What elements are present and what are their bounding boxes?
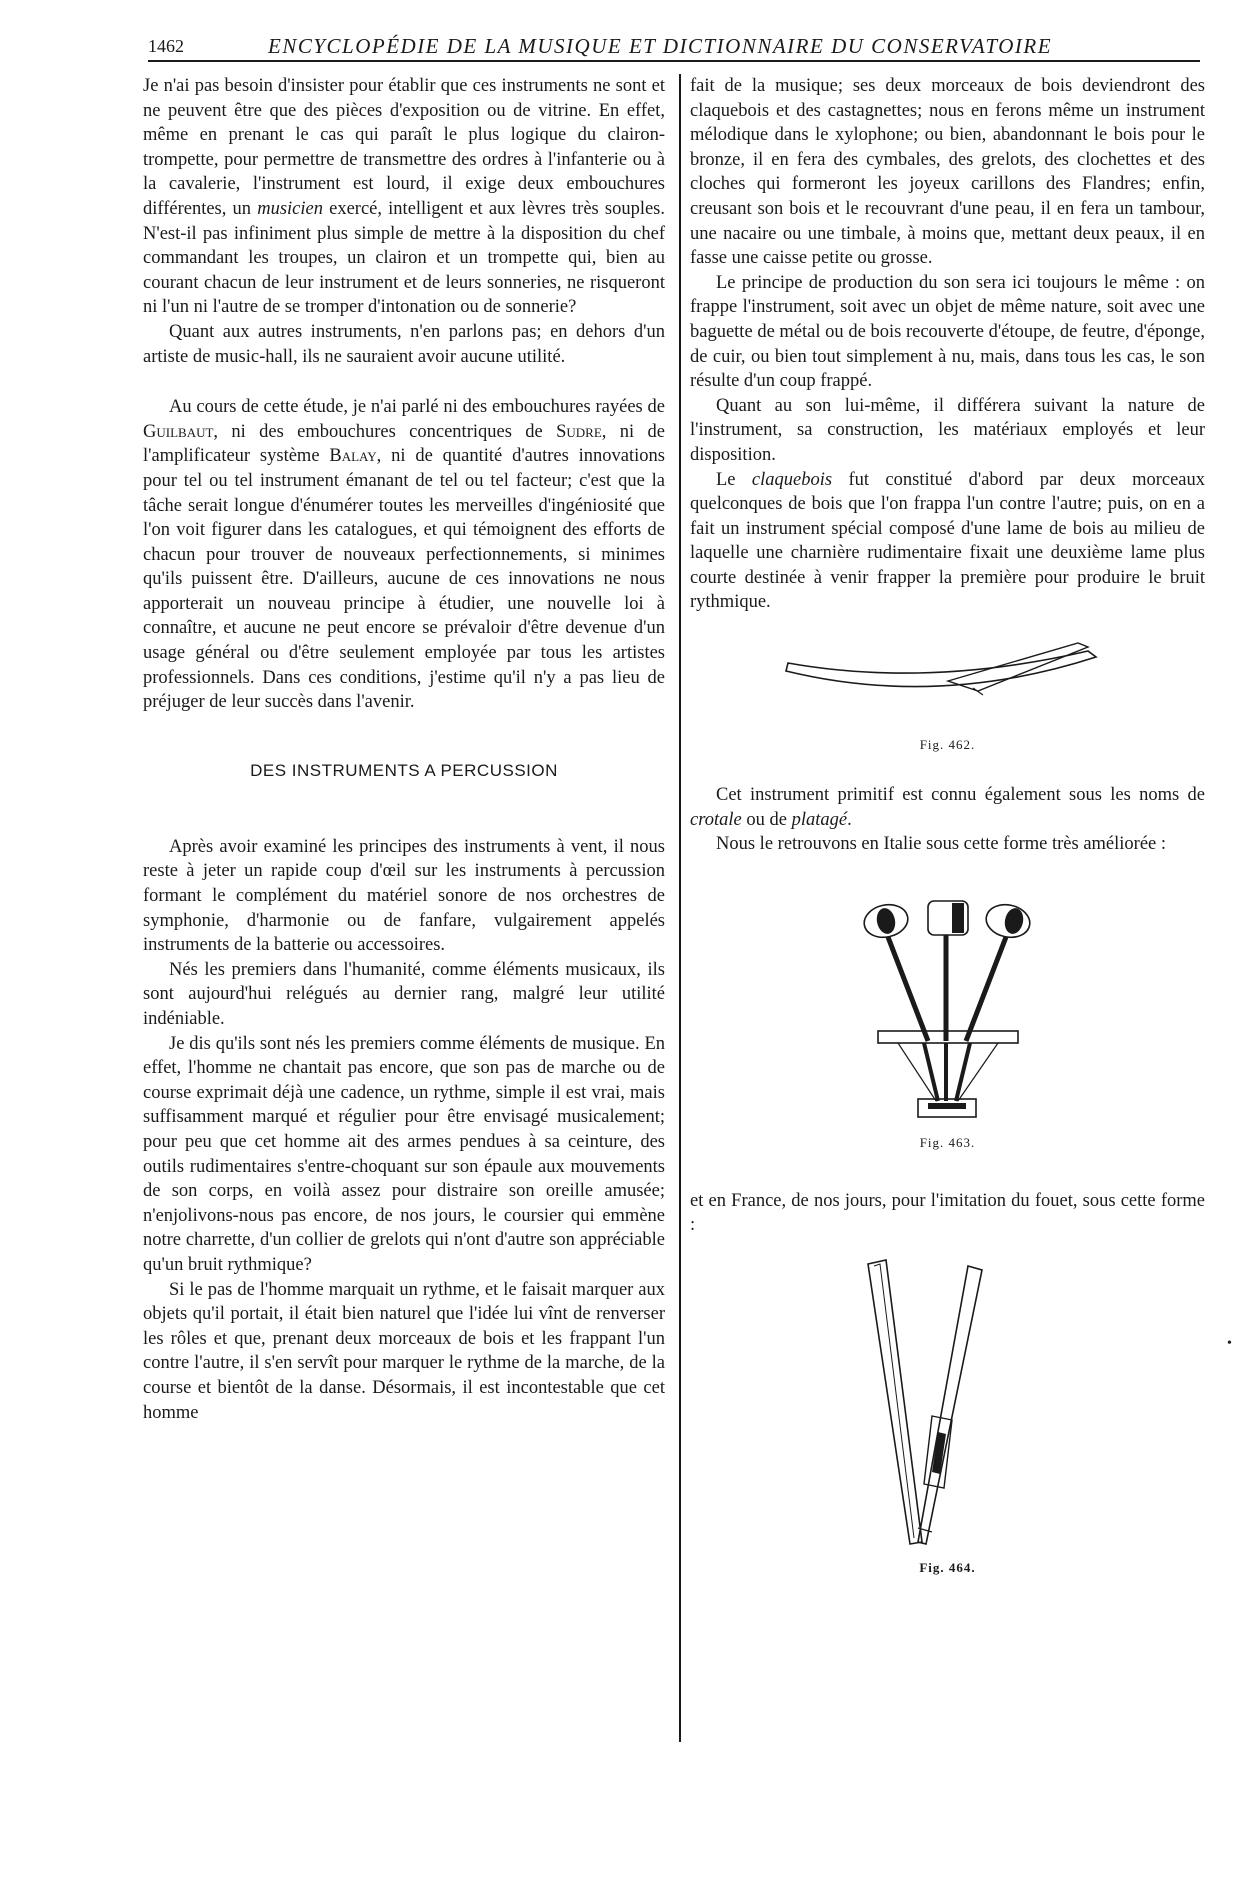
- text-run: fut constitué d'abord par deux morceaux quelconques de bois que l'on frappa l'un contre l'autre; puis, on en a fait un instrument spécial composé d'une lame de bois au milieu de laquelle une charnière rudimentaire fixait une deuxième lame plus courte destinée à venir frapper la première pour produire le bruit rythmique.: [690, 469, 1206, 613]
- figure-464: [690, 1256, 1205, 1576]
- text-run: , ni des embouchures concentriques de: [213, 421, 543, 442]
- right-column: [690, 74, 1205, 1576]
- person-name: Guilbaut: [143, 421, 214, 442]
- italic-term: crotale: [690, 809, 742, 830]
- paragraph: fait de la musique; ses deux morceaux de bois deviendront des claquebois et des castagnettes; nous en ferons même un instrument mélodique dans le xylophone; ou bien, abandonnant le bois pour le bronze, il en fera des cymbales, des grelots, des clochettes et des cloches qui formeront les joyeux carillons des Flandres; enfin, creusant son bois et le recouvrant d'une peau, il en fera un tambour, une nacaire ou une timbale, à moins que, mettant deux peaux, il en fasse une caisse petite ou grosse.: [690, 76, 1205, 269]
- text-run: , ni de l'amplificateur système: [143, 421, 665, 467]
- person-name: Sudre: [556, 421, 602, 442]
- page-number: 1462: [148, 36, 184, 56]
- italic-term: platagé: [791, 809, 848, 830]
- paragraph: [690, 468, 1205, 616]
- text-run: Au cours de cette étude, je n'ai parlé ni des embouchures rayées de: [169, 397, 665, 418]
- figure-caption: Fig. 464.: [919, 1560, 976, 1576]
- whip-illustration: [848, 1256, 1048, 1556]
- text-run: Cet instrument primitif est connu également sous les noms de: [716, 785, 1205, 806]
- section-title: DES INSTRUMENTS A PERCUSSION: [250, 760, 558, 780]
- paragraph: [143, 74, 665, 320]
- paragraph: Quant au son lui-même, il différera suivant la nature de l'instrument, sa construction, les matériaux employés et leur disposition.: [690, 395, 1205, 465]
- paragraph: Le principe de production du son sera ici toujours le même : on frappe l'instrument, soit avec un objet de même nature, soit avec une baguette de métal ou de bois recouverte d'étoupe, de feutre, d'éponge, de cuir, ou bien tout simplement à nu, mais, dans tous les cas, le son résulte d'un coup frappé.: [690, 272, 1205, 392]
- text-run: ou de: [746, 809, 787, 830]
- paragraph: Je dis qu'ils sont nés les premiers comme éléments de musique. En effet, l'homme ne chantait pas encore, que son pas de marche ou de course exprimait déjà une cadence, un rythme, simple il est vrai, mais suffisamment marqué et régulier pour être envisagé musicalement; pour peu que cet homme ait des armes pendues à sa ceinture, des outils rudimentaires s'entre-choquant sur son épaule aux mouvements de son corps, en voilà assez pour distraire son oreille amusée; n'enjolivons-nous pas encore, de nos jours, le coursier qui emmène notre charrette, d'un collier de grelots qui n'ont d'autre son appréciable qu'un bruit rythmique?: [143, 1033, 665, 1275]
- paragraph: [143, 395, 665, 715]
- left-column: [143, 74, 665, 1425]
- italian-clapper-illustration: [828, 891, 1068, 1131]
- text-run: , ni de quantité d'autres innovations pour tel ou tel instrument émanant de tel ou tel facteur; c'est que la tâche serait longue d'énumérer toutes les merveilles d'ingéniosité que l'on voit figurer dans les catalogues, et qui témoignent des efforts de chacun pour trouver de nouveaux perfectionnements, si minimes qu'ils puissent être. D'ailleurs, aucune de ces innovations ne nous apporterait un nouveau principe à étudier, une nouvelle loi à connaître, et aucune ne peut encore se prévaloir d'être devenue d'un usage général ou d'être seulement employée par tous les artistes professionnels. Dans ces conditions, j'estime qu'il n'y a pas lieu de préjuger de leur succès dans l'avenir.: [143, 446, 665, 713]
- paragraph: Si le pas de l'homme marquait un rythme, et le faisait marquer aux objets qu'il portait, il était bien naturel que l'idée lui vînt de renverser les rôles et que, prenant deux morceaux de bois et les frappant l'un contre l'autre, il s'en servît pour marquer le rythme de la marche, de la course et bientôt de la danse. Désormais, il est incontestable que cet homme: [143, 1279, 665, 1423]
- text-run: Le: [716, 469, 736, 490]
- paragraph: Nés les premiers dans l'humanité, comme éléments musicaux, ils sont aujourd'hui relégués au dernier rang, malgré leur utilité indéniable.: [143, 959, 665, 1029]
- running-title: ENCYCLOPÉDIE DE LA MUSIQUE ET DICTIONNAIRE DU CONSERVATOIRE: [268, 34, 1053, 58]
- paragraph: Nous le retrouvons en Italie sous cette forme très améliorée :: [716, 834, 1167, 855]
- text-run: Je n'ai pas besoin d'insister pour établir que ces instruments ne sont et ne peuvent être que des pièces d'exposition ou de vitrine. En effet, même en prenant le cas qui paraît le plus logique du clairon-trompette, pour permettre de transmettre des ordres à l'infanterie ou à la cavalerie, l'instrument est lourd, il exige deux embouchures différentes, un: [143, 76, 665, 219]
- italic-term: claquebois: [751, 469, 833, 490]
- text-run: exercé, intelligent et aux lèvres très souples. N'est-il pas infiniment plus simple de mettre à la disposition du chef commandant les troupes, un clairon et un trompette qui, bien au courant chacun de leur instrument et de leurs sonneries, ne risqueront ni l'un ni l'autre de se tromper d'intonation ou de sonnerie?: [143, 198, 666, 318]
- figure-463: [690, 891, 1205, 1151]
- text-run: .: [847, 809, 852, 830]
- claquebois-illustration: [778, 633, 1118, 723]
- stray-mark: •: [1227, 1336, 1232, 1351]
- paragraph: [690, 783, 1205, 832]
- figure-caption: Fig. 462.: [919, 737, 976, 753]
- person-name: Balay: [329, 446, 377, 467]
- page-header: [148, 34, 1200, 62]
- figure-caption: Fig. 463.: [919, 1134, 976, 1150]
- paragraph: Quant aux autres instruments, n'en parlons pas; en dehors d'un artiste de music-hall, ils ne sauraient avoir aucune utilité.: [143, 321, 665, 367]
- column-divider: [679, 74, 681, 1742]
- figure-462: [690, 633, 1205, 753]
- italic-term: musicien: [257, 198, 323, 219]
- paragraph: Après avoir examiné les principes des instruments à vent, il nous reste à jeter un rapide coup d'œil sur les instruments à percussion formant le complément du matériel sonore de nos orchestres de symphonie, d'harmonie ou de fanfare, vulgairement appelés instruments de la batterie ou accessoires.: [143, 836, 665, 956]
- paragraph: et en France, de nos jours, pour l'imitation du fouet, sous cette forme :: [690, 1190, 1205, 1236]
